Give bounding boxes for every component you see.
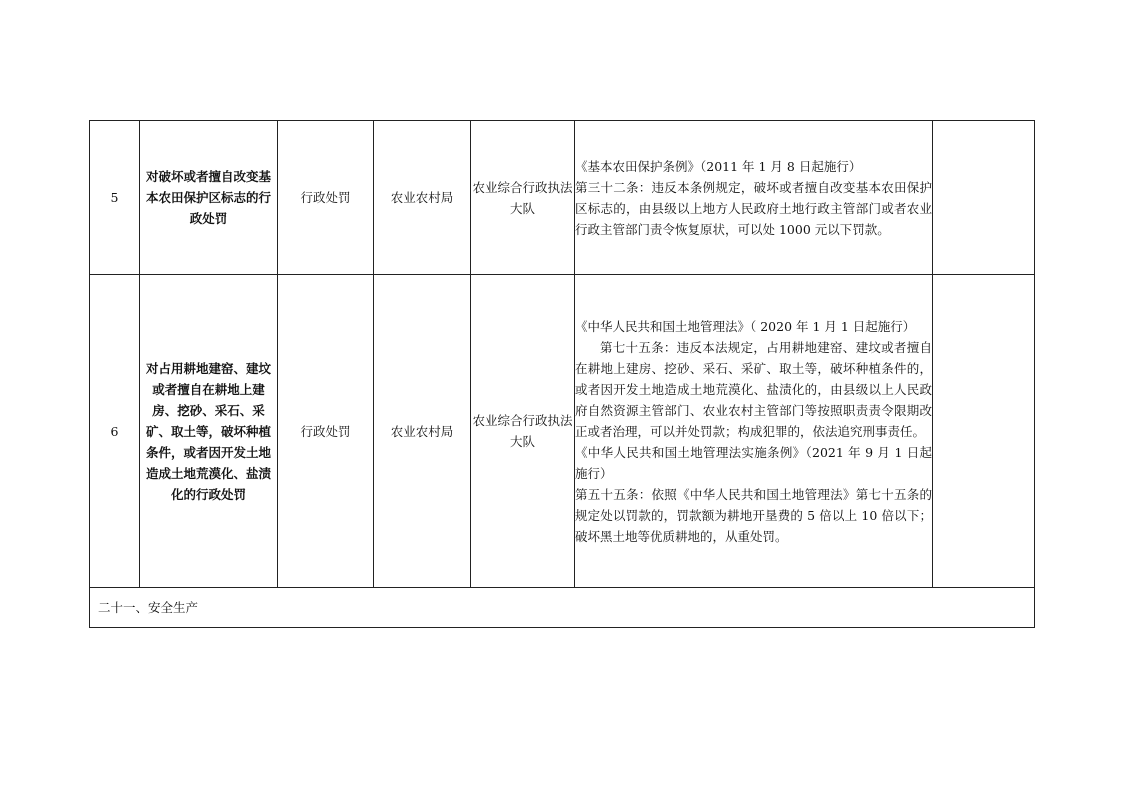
legal-basis: [575, 275, 933, 588]
item-name: 对破坏或者擅自改变基本农田保护区标志的行政处罚: [140, 121, 278, 275]
row-number: 5: [90, 121, 140, 275]
section-row: [90, 588, 1035, 628]
item-type: 行政处罚: [278, 121, 374, 275]
table-row: [90, 121, 1035, 275]
basis-paragraph: 第七十五条：违反本法规定，占用耕地建窑、建坟或者擅自在耕地上建房、挖砂、采石、采矿、取土等，破坏种植条件的，或者因开发土地造成土地荒漠化、盐渍化的，由县级以上人民政府自然资源主管部门、农业农村主管部门等按照职责责令限期改正或者治理，可以并处罚款；构成犯罪的，依法追究刑事责任。: [575, 339, 932, 439]
item-name: 对占用耕地建窑、建坟或者擅自在耕地上建房、挖砂、采石、采矿、取土等，破坏种植条件，或者因开发土地造成土地荒漠化、盐渍化的行政处罚: [140, 275, 278, 588]
remarks: [933, 121, 1035, 275]
basis-paragraph: 《中华人民共和国土地管理法实施条例》（2021 年 9 月 1 日起施行）: [575, 444, 932, 481]
department: 农业农村局: [374, 121, 471, 275]
remarks: [933, 275, 1035, 588]
item-type: 行政处罚: [278, 275, 374, 588]
basis-paragraph: 第五十五条：依照《中华人民共和国土地管理法》第七十五条的规定处以罚款的，罚款额为耕地开垦费的 5 倍以上 10 倍以下；破坏黑土地等优质耕地的，从重处罚。: [575, 486, 932, 544]
enforcement-table: [89, 120, 1035, 628]
row-number: 6: [90, 275, 140, 588]
table-row: [90, 275, 1035, 588]
department: 农业农村局: [374, 275, 471, 588]
basis-paragraph: 《中华人民共和国土地管理法》（ 2020 年 1 月 1 日起施行）: [575, 318, 916, 334]
section-heading: 二十一、安全生产: [90, 588, 1035, 628]
basis-paragraph: 第三十二条：违反本条例规定，破坏或者擅自改变基本农田保护区标志的，由县级以上地方人民政府土地行政主管部门或者农业行政主管部门责令恢复原状，可以处 1000 元以下罚款。: [575, 179, 932, 237]
legal-basis: [575, 121, 933, 275]
enforcement-unit: 农业综合行政执法大队: [471, 121, 575, 275]
basis-paragraph: 《基本农田保护条例》（2011 年 1 月 8 日起施行）: [575, 158, 862, 174]
enforcement-unit: 农业综合行政执法大队: [471, 275, 575, 588]
